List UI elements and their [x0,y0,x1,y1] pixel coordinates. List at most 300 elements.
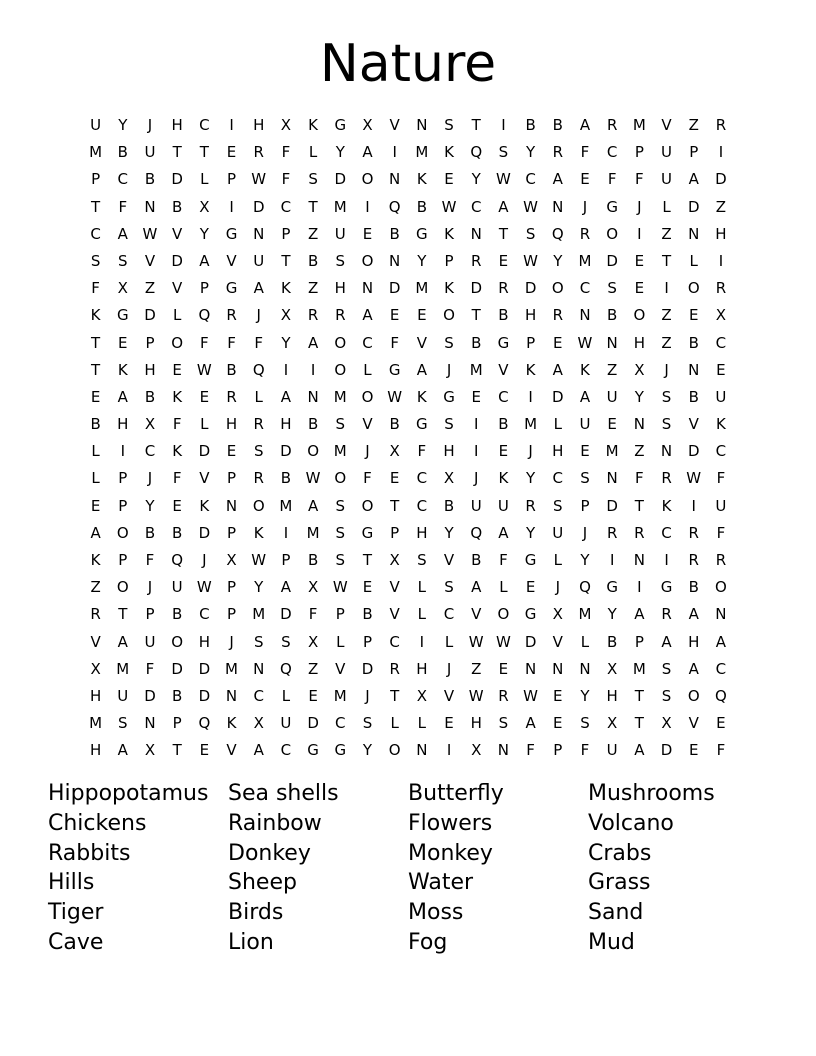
grid-letter: I [501,116,506,134]
grid-letter: R [552,143,563,162]
grid-letter: E [226,143,237,162]
grid-letter: F [91,279,100,298]
grid-letter: J [474,469,479,488]
grid-letter: L [200,170,209,189]
grid-letter: L [662,197,671,216]
grid-letter: S [580,714,590,733]
grid-letter: G [334,741,347,760]
grid-letter: K [661,496,672,515]
grid-letter: Z [307,279,319,298]
grid-letter: J [147,469,153,488]
grid-letter: Y [281,333,291,352]
grid-letter: H [253,116,265,134]
grid-letter: M [632,116,646,134]
grid-letter: Y [254,578,264,597]
grid-letter: B [498,415,509,434]
grid-letter: R [226,387,237,406]
grid-letter: N [361,279,374,298]
grid-letter: C [715,442,727,461]
grid-letter: S [580,469,590,488]
grid-letter: S [335,415,346,434]
grid-letter: M [252,605,266,624]
grid-letter: R [253,143,264,162]
grid-letter: M [279,496,293,515]
word-list-item: Donkey [228,840,311,866]
grid-letter: A [688,170,699,189]
grid-letter: T [634,686,644,705]
grid-letter: F [635,170,644,189]
grid-letter: D [524,279,537,298]
grid-letter: N [606,333,618,352]
grid-letter: Z [607,360,618,379]
grid-letter: M [415,279,429,298]
grid-letter: J [446,659,452,678]
grid-letter: B [688,578,699,597]
grid-letter: G [497,333,510,352]
grid-row [82,629,735,656]
grid-letter: V [443,686,455,705]
grid-letter: C [389,632,400,651]
grid-letter: X [144,741,156,760]
grid-letter: C [199,605,210,624]
grid-letter: O [443,306,455,325]
grid-letter: I [691,496,696,515]
grid-letter: O [171,333,184,352]
grid-letter: U [606,387,618,406]
grid-letter: R [688,523,699,542]
grid-letter: M [578,605,592,624]
grid-letter: O [687,279,700,298]
grid-letter: A [307,496,319,515]
grid-letter: B [307,251,319,270]
word-list-item: Sea shells [228,781,339,806]
grid-letter: B [362,605,373,624]
grid-letter: P [281,551,291,569]
grid-row [82,194,735,221]
grid-letter: T [634,496,644,515]
grid-letter: I [474,442,479,461]
grid-letter: P [227,605,237,624]
grid-letter: Q [715,686,727,705]
grid-letter: J [147,116,153,134]
grid-letter: Q [252,360,265,379]
grid-letter: F [308,605,318,624]
grid-letter: J [202,551,207,569]
grid-letter: D [171,251,183,270]
grid-letter: E [716,360,726,379]
grid-letter: L [281,686,291,705]
grid-letter: F [607,170,617,189]
grid-letter: R [715,551,727,569]
grid-letter: B [280,469,292,488]
word-list-item: Crabs [588,840,652,866]
grid-letter: F [118,197,128,216]
grid-letter: C [661,523,672,542]
grid-row [82,275,735,302]
grid-letter: W [495,170,511,189]
grid-letter: C [117,170,129,189]
grid-row [82,248,735,275]
grid-letter: Q [280,659,292,678]
grid-letter: M [415,143,429,162]
grid-letter: P [118,551,128,569]
grid-letter: N [688,224,700,243]
grid-letter: N [416,116,428,134]
grid-letter: S [661,387,672,406]
word-list-item: Butterfly [408,781,504,806]
grid-letter: A [117,632,128,651]
grid-letter: C [498,387,509,406]
grid-letter: P [580,496,590,515]
grid-letter: Z [715,197,727,216]
grid-letter: W [523,686,539,705]
grid-letter: Z [661,333,672,352]
grid-letter: R [661,469,672,488]
grid-letter: L [417,605,427,624]
grid-letter: A [688,659,699,678]
grid-letter: A [117,387,128,406]
grid-letter: A [634,605,645,624]
grid-letter: G [524,605,537,624]
word-list-item: Chickens [48,810,147,836]
grid-letter: D [388,279,401,298]
grid-letter: Q [388,197,401,216]
grid-letter: E [580,170,590,189]
grid-letter: O [334,360,347,379]
grid-letter: M [89,143,103,162]
grid-letter: T [118,605,128,624]
grid-letter: H [606,686,618,705]
grid-letter: L [553,551,562,569]
grid-letter: V [389,605,400,624]
grid-letter: T [172,143,182,162]
grid-letter: X [634,360,645,379]
grid-letter: O [687,686,700,705]
grid-letter: G [660,578,673,597]
grid-letter: R [253,469,264,488]
grid-letter: I [446,741,452,760]
grid-letter: I [528,387,533,406]
grid-letter: B [307,415,319,434]
word-list-item: Mud [588,929,635,955]
grid-letter: S [308,170,318,189]
grid-letter: D [470,279,482,298]
grid-letter: Y [580,551,590,569]
grid-letter: P [526,333,536,352]
grid-letter: K [715,415,726,434]
grid-letter: V [471,605,482,624]
grid-letter: N [660,442,673,461]
grid-letter: L [308,143,318,162]
grid-letter: P [390,523,400,542]
grid-letter: I [474,415,479,434]
grid-letter: X [416,686,427,705]
grid-letter: R [552,306,563,325]
grid-letter: L [417,578,427,597]
grid-letter: N [253,224,265,243]
grid-letter: E [226,442,237,461]
grid-letter: K [172,442,183,461]
grid-letter: V [688,714,699,733]
grid-letter: E [172,360,182,379]
grid-letter: V [552,632,563,651]
grid-letter: F [281,143,291,162]
grid-letter: C [362,333,373,352]
grid-letter: M [578,251,592,270]
grid-letter: J [664,360,669,379]
grid-letter: A [688,605,699,624]
grid-letter: F [172,469,182,488]
grid-letter: F [363,469,372,488]
grid-letter: S [525,224,536,243]
grid-letter: U [470,496,482,515]
grid-letter: P [91,170,101,189]
grid-letter: K [172,387,183,406]
grid-letter: M [605,442,619,461]
grid-letter: O [334,469,347,488]
grid-letter: X [607,714,618,733]
grid-letter: R [715,279,727,298]
grid-letter: H [552,442,564,461]
grid-letter: Z [471,659,482,678]
grid-letter: O [497,605,510,624]
grid-letter: A [715,632,727,651]
grid-letter: B [226,360,237,379]
grid-letter: Q [470,143,483,162]
grid-letter: J [555,578,560,597]
grid-letter: I [120,442,125,461]
grid-letter: E [90,496,101,515]
grid-letter: N [606,469,618,488]
grid-letter: H [117,415,129,434]
grid-letter: E [389,469,400,488]
grid-letter: Q [579,578,591,597]
grid-letter: Z [661,224,672,243]
grid-letter: D [334,170,347,189]
grid-letter: N [389,170,401,189]
grid-letter: N [552,197,564,216]
grid-letter: J [582,197,588,216]
grid-letter: J [256,306,261,325]
grid-letter: W [577,333,593,352]
grid-letter: Z [144,279,156,298]
grid-letter: O [307,442,319,461]
grid-letter: M [333,686,347,705]
word-list-item: Rainbow [228,810,322,836]
grid-letter: T [498,224,508,243]
grid-letter: U [253,251,265,270]
grid-letter: K [416,387,427,406]
grid-row [82,710,735,737]
grid-letter: V [199,469,210,488]
grid-row [82,656,735,683]
grid-letter: Y [580,686,590,705]
word-list-column [408,779,588,958]
grid-letter: O [551,279,564,298]
grid-letter: K [308,116,319,134]
grid-letter: K [199,496,210,515]
grid-letter: B [307,551,319,569]
grid-letter: L [336,632,345,651]
grid-letter: I [392,143,397,162]
grid-letter: S [498,714,509,733]
grid-letter: Z [90,578,101,597]
grid-letter: H [89,686,102,705]
grid-letter: W [251,170,267,189]
grid-letter: Y [634,387,644,406]
grid-letter: L [417,714,427,733]
grid-letter: O [633,306,646,325]
grid-letter: Y [607,605,617,624]
grid-letter: S [444,116,454,134]
grid-letter: P [145,605,155,624]
grid-letter: C [335,714,346,733]
grid-letter: X [280,116,292,134]
grid-letter: M [524,415,538,434]
grid-letter: H [524,306,537,325]
grid-letter: E [580,442,590,461]
grid-letter: G [606,197,618,216]
grid-letter: U [552,523,564,542]
grid-letter: A [307,333,319,352]
grid-letter: S [444,333,454,352]
grid-letter: D [687,197,700,216]
grid-letter: R [498,686,509,705]
grid-row [82,166,735,193]
word-list [48,779,768,958]
grid-letter: D [606,496,618,515]
word-list-item: Birds [228,900,284,926]
grid-letter: N [688,360,700,379]
grid-letter: E [553,714,563,733]
grid-letter: R [715,116,727,134]
grid-letter: P [227,170,237,189]
grid-letter: E [199,387,210,406]
grid-letter: K [444,224,454,243]
grid-letter: S [362,714,373,733]
grid-letter: I [637,578,642,597]
grid-letter: T [390,496,400,515]
word-list-item: Grass [588,870,651,896]
grid-letter: C [579,279,591,298]
grid-letter: J [147,578,153,597]
grid-letter: U [661,143,673,162]
grid-letter: L [444,632,454,651]
grid-letter: P [335,605,345,624]
grid-letter: S [335,251,346,270]
grid-letter: E [444,170,454,189]
grid-letter: E [172,496,182,515]
grid-letter: C [606,143,618,162]
grid-letter: P [227,523,237,542]
grid-letter: N [225,496,238,515]
grid-letter: O [606,224,619,243]
grid-letter: E [199,741,210,760]
grid-letter: D [144,306,156,325]
grid-letter: X [607,659,618,678]
grid-letter: M [225,659,238,678]
grid-letter: M [116,659,130,678]
grid-letter: R [471,251,482,270]
grid-letter: S [661,659,672,678]
grid-letter: H [198,632,210,651]
grid-letter: B [144,523,156,542]
grid-letter: L [91,442,100,461]
grid-letter: E [553,686,563,705]
grid-letter: R [307,306,319,325]
grid-row [82,330,735,357]
grid-letter: D [171,659,183,678]
grid-letter: X [90,659,101,678]
grid-letter: B [172,523,183,542]
grid-letter: A [253,741,264,760]
grid-letter: U [661,170,673,189]
grid-letter: N [389,251,401,270]
grid-letter: R [634,523,645,542]
grid-letter: T [471,116,481,134]
grid-letter: X [226,551,237,569]
grid-letter: X [552,605,563,624]
grid-letter: W [305,469,321,488]
grid-letter: N [416,741,428,760]
grid-letter: X [307,578,319,597]
grid-letter: B [525,116,536,134]
grid-letter: A [199,251,210,270]
grid-letter: A [661,632,672,651]
grid-letter: Q [198,714,211,733]
grid-letter: B [90,415,101,434]
grid-letter: C [253,686,264,705]
grid-letter: N [497,741,510,760]
grid-letter: T [471,306,481,325]
grid-letter: V [226,251,237,270]
grid-letter: L [363,360,372,379]
grid-letter: H [89,741,102,760]
word-list-item: Water [408,870,474,896]
grid-letter: B [172,197,183,216]
grid-letter: N [633,551,645,569]
grid-letter: W [332,578,348,597]
grid-letter: Y [526,523,536,542]
grid-letter: E [716,714,726,733]
grid-letter: M [632,659,646,678]
grid-letter: N [715,605,727,624]
grid-letter: X [117,279,128,298]
grid-letter: J [365,686,370,705]
grid-letter: Z [688,116,699,134]
grid-letter: T [91,333,101,352]
grid-letter: W [196,578,212,597]
grid-letter: X [471,741,482,760]
grid-letter: H [144,360,156,379]
grid-letter: B [416,197,427,216]
grid-letter: V [661,116,672,134]
grid-letter: T [308,197,318,216]
grid-letter: C [443,605,455,624]
grid-letter: V [90,632,101,651]
grid-letter: H [416,659,428,678]
grid-letter: K [253,523,264,542]
grid-letter: D [687,442,700,461]
grid-letter: Y [335,143,345,162]
grid-letter: G [606,578,618,597]
grid-letter: L [580,632,590,651]
grid-letter: D [144,686,156,705]
grid-letter: O [715,578,727,597]
grid-row [82,683,735,710]
grid-letter: T [199,143,209,162]
grid-letter: E [688,741,699,760]
